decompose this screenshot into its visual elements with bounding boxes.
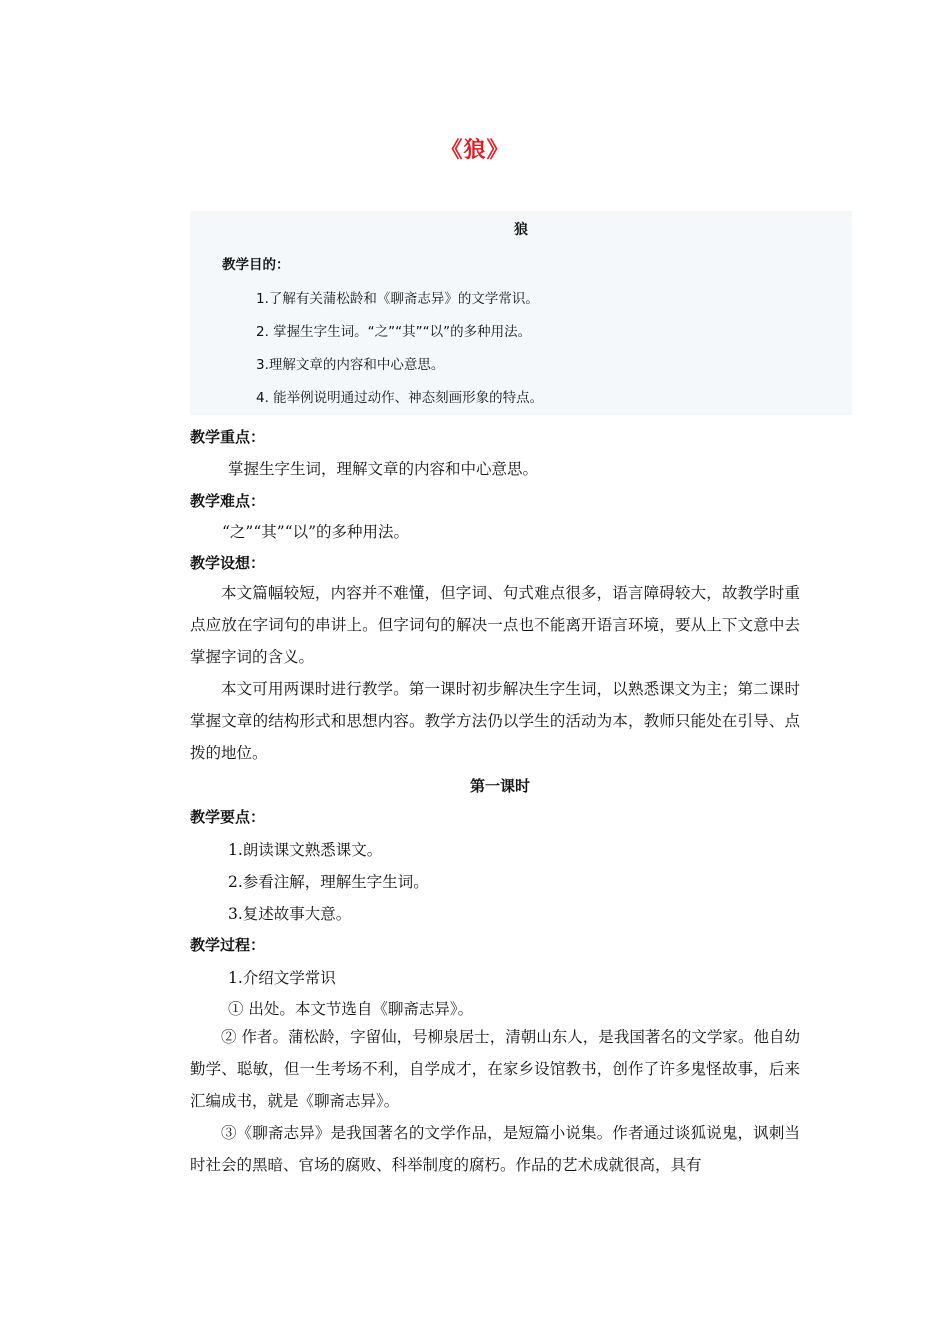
objective-item: 3.理解文章的内容和中心意思。 [256, 357, 445, 373]
lesson-points-heading: 教学要点： [190, 808, 266, 826]
inset-title: 狼 [514, 222, 528, 238]
key-points-text: 掌握生字生词，理解文章的内容和中心意思。 [228, 460, 539, 478]
page-title: 《狼》 [440, 138, 510, 163]
lesson-point: 1.朗读课文熟悉课文。 [228, 841, 383, 859]
source-note: ① 出处。本文节选自《聊斋志异》。 [228, 1000, 474, 1018]
difficulties-text: “之”“其”“以”的多种用法。 [222, 523, 410, 541]
objective-item: 1.了解有关蒲松龄和《聊斋志异》的文学常识。 [256, 291, 539, 307]
objective-item: 2. 掌握生字生词。“之”“其”“以”的多种用法。 [256, 324, 532, 340]
key-points-heading: 教学重点： [190, 428, 266, 446]
design-paragraph: 本文可用两课时进行教学。第一课时初步解决生字生词，以熟悉课文为主；第二课时掌握文章的结构形式和思想内容。教学方法仍以学生的活动为本，教师只能处在引导、点拨的地位。 [190, 680, 800, 762]
design-paragraph: 本文篇幅较短，内容并不难懂，但字词、句式难点很多，语言障碍较大，故教学时重点应放在字词句的串讲上。但字词句的解决一点也不能离开语言环境，要从上下文意中去掌握字词的含义。 [190, 584, 800, 666]
difficulties-heading: 教学难点： [190, 492, 266, 510]
objectives-heading: 教学目的： [222, 257, 290, 273]
author-paragraph: ② 作者。蒲松龄，字留仙，号柳泉居士，清朝山东人，是我国著名的文学家。他自幼勤学、聪敏，但一生考场不利，自学成才，在家乡设馆教书，创作了许多鬼怪故事，后来汇编成书，就是《聊斋志异》。 [190, 1028, 800, 1110]
objectives-box [190, 211, 852, 415]
work-paragraph: ③《聊斋志异》是我国著名的文学作品，是短篇小说集。作者通过谈狐说鬼，讽刺当时社会的黑暗、官场的腐败、科举制度的腐朽。作品的艺术成就很高，具有 [190, 1124, 800, 1174]
objective-item: 4. 能举例说明通过动作、神态刻画形象的特点。 [256, 390, 544, 406]
lesson-point: 2.参看注解，理解生字生词。 [228, 873, 429, 891]
lesson-point: 3.复述故事大意。 [228, 905, 352, 923]
process-heading: 教学过程： [190, 936, 266, 954]
lesson-heading: 第一课时 [469, 777, 530, 795]
process-step: 1.介绍文学常识 [228, 969, 336, 987]
design-heading: 教学设想： [190, 554, 266, 572]
